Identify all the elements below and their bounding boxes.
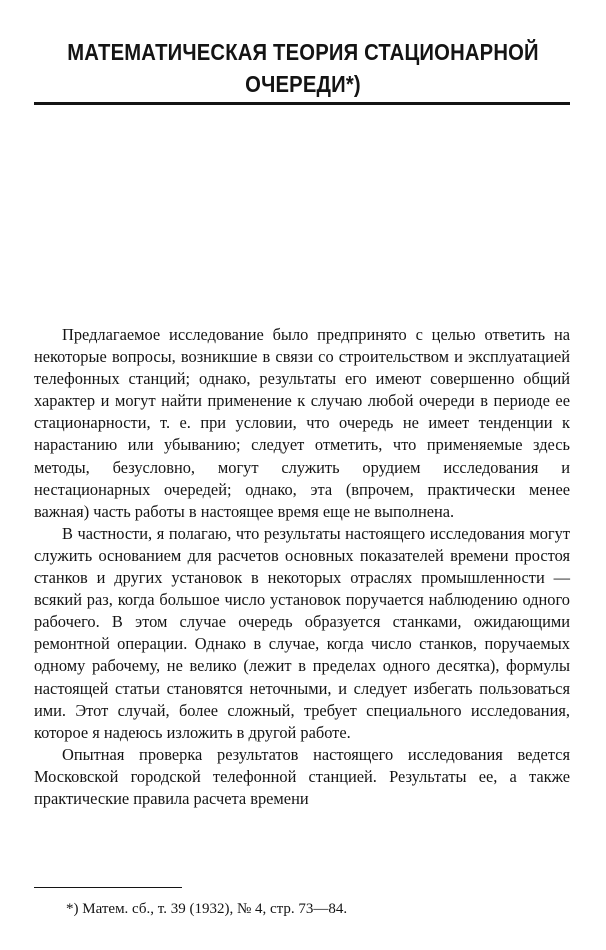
body-paragraph-3: Опытная проверка результатов настоящего исследования ведется Московской городской телефонной станцией. Результаты ее, а также практические правила расчета времени [34,744,570,808]
article-title: МАТЕМАТИЧЕСКАЯ ТЕОРИЯ СТАЦИОНАРНОЙ ОЧЕРЕДИ*) [67,39,539,97]
title-underline-rule [34,102,570,105]
body-paragraph-2: В частности, я полагаю, что результаты настоящего исследования могут служить основанием для расчетов основных показателей времени простоя станков и других установок в некоторых отраслях промышленности — всякий раз, когда большое число установок поручается наблюдению одного рабочего. В этом случае очередь образуется станками, ожидающими ремонтной операции. Однако в случае, когда число станков, поручаемых одному рабочему, не велико (лежит в пределах одного десятка), формулы настоящей статьи становятся неточными, и следует избегать пользоваться ими. Этот случай, более сложный, требует специального исследования, которое я надеюсь изложить в другой работе. [34,523,570,742]
body-paragraph-1: Предлагаемое исследование было предпринято с целью ответить на некоторые вопросы, возникшие в связи со строительством и эксплуатацией телефонных станций; однако, результаты его имеют совершенно общий характер и могут найти применение к случаю любой очереди в периоде ее стационарности, т. е. при условии, что очередь не имеет тенденции к нарастанию или убыванию; следует отметить, что применяемые здесь методы, безусловно, могут служить орудием исследования и нестационарных очередей; однако, эта (впрочем, практически менее важная) часть работы в настоящее время еще не выполнена. [34,325,570,521]
footnote-separator [34,887,182,888]
article-body [34,324,570,810]
footnote: *) Матем. сб., т. 39 (1932), № 4, стр. 73—84. [66,901,348,917]
